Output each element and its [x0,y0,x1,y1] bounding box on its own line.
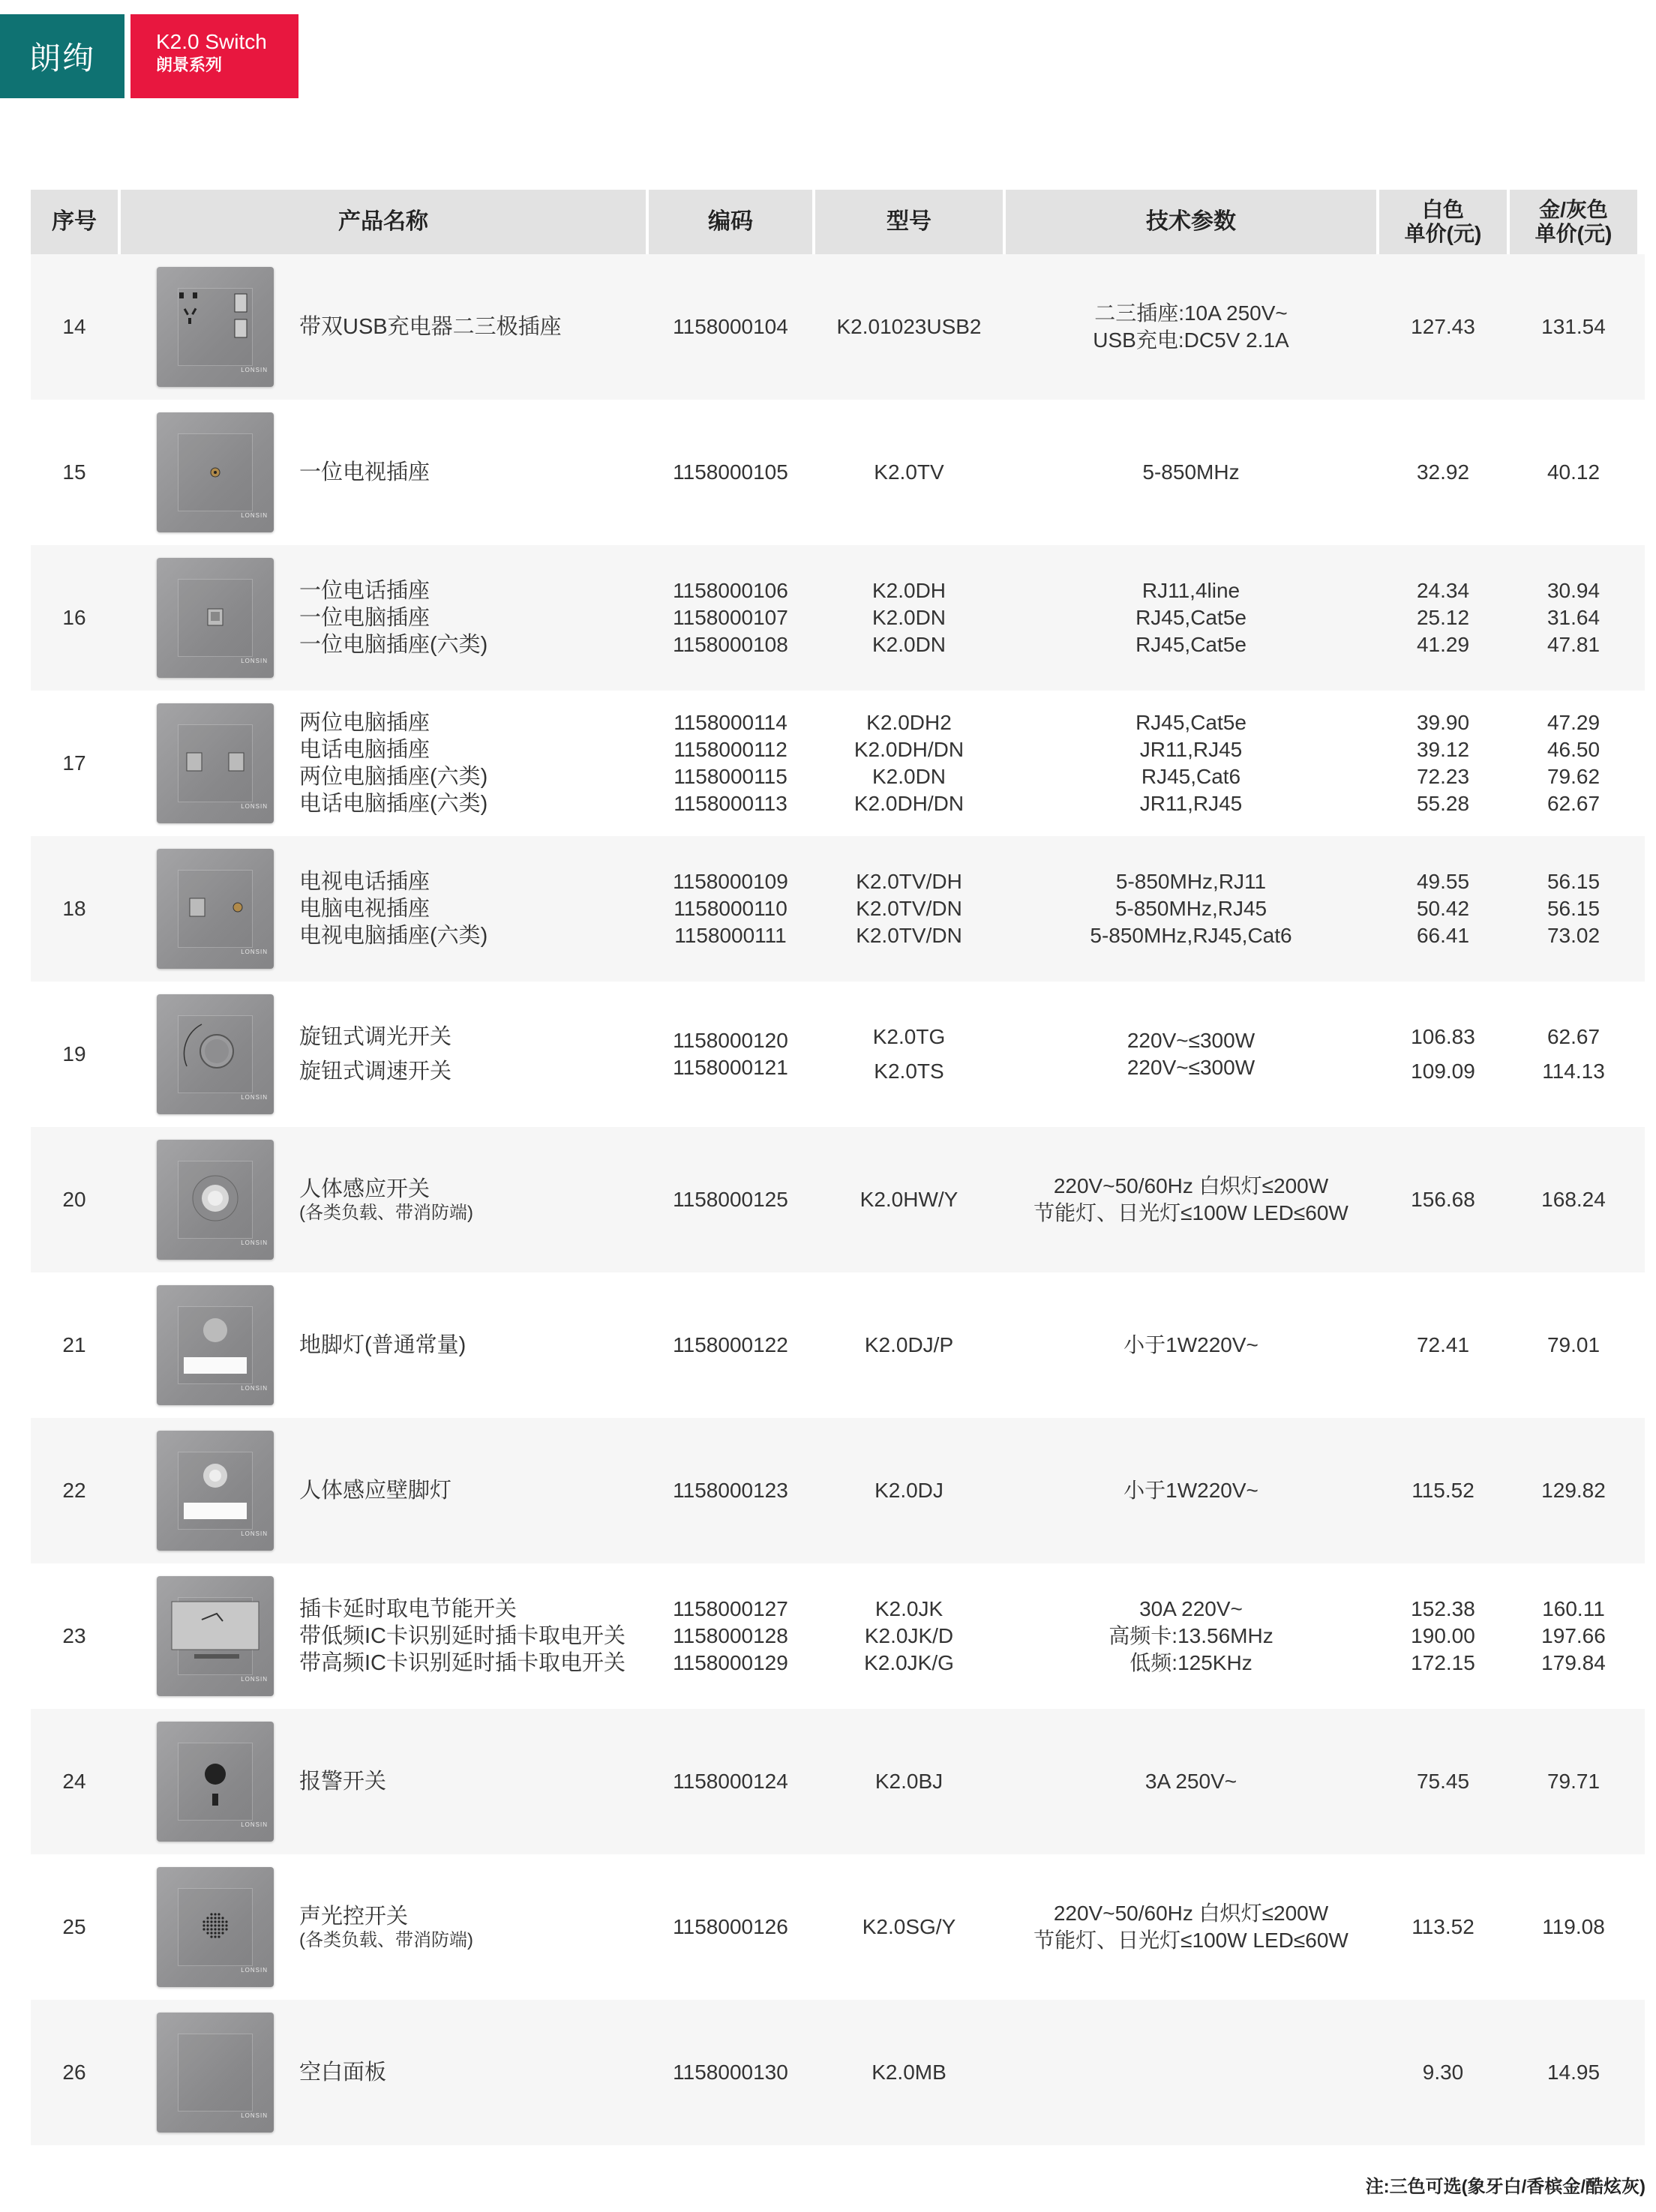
thumb-logo: LONSIN [241,658,268,664]
tech-specs: 30A 220V~ 高频卡:13.56MHz 低频:125KHz [1108,1597,1274,1674]
product-codes-cell [649,1709,812,1854]
white-price-cell [1379,691,1507,836]
table-row [31,1709,1645,1854]
product-name-cell [121,1563,646,1709]
white-price-cell [1379,1418,1507,1563]
product-codes-cell [649,254,812,400]
gold-grey-price: 131.54 [1541,315,1606,338]
product-name-cell [121,254,646,400]
white-price: 49.55 50.42 66.41 [1416,870,1470,947]
tech-specs-cell [1006,836,1376,982]
row-number: 26 [62,2061,86,2084]
tech-specs: RJ45,Cat5e JR11,RJ45 RJ45,Cat6 JR11,RJ45 [1136,711,1246,815]
table-row [31,1418,1645,1563]
row-number: 14 [62,315,86,338]
gold-grey-price-cell [1510,2000,1637,2145]
product-codes-cell [649,545,812,691]
usb-socket-thumb [157,267,274,387]
col-white-price: 白色 单价(元) [1379,190,1507,254]
tv-socket-thumb [157,412,274,532]
product-models: K2.0JK K2.0JK/D K2.0JK/G [864,1597,954,1674]
product-codes-cell [649,1127,812,1272]
table-row [31,2000,1645,2145]
tech-specs: 220V~50/60Hz 白炽灯≤200W 节能灯、日光灯≤100W LED≤60W [1034,1174,1348,1224]
product-name-cell [121,1418,646,1563]
product-names: 电视电话插座 电脑电视插座 电视电脑插座(六类) [299,870,488,948]
product-name-cell [121,1272,646,1418]
product-names: 旋钮式调光开关 旋钮式调速开关 [299,1025,452,1084]
product-names: 人体感应壁脚灯 [299,1479,452,1503]
product-names: 地脚灯(普通常量) [299,1333,466,1357]
product-models-cell [815,982,1003,1127]
table-row [31,982,1645,1127]
tech-specs-cell [1006,545,1376,691]
white-price: 9.30 [1422,2061,1464,2084]
gold-grey-price: 62.67 114.13 [1542,1025,1605,1083]
thumb-logo: LONSIN [241,1530,268,1537]
product-models-cell [815,545,1003,691]
tech-specs: 小于1W220V~ [1124,1333,1258,1356]
gold-grey-price-cell [1510,1127,1637,1272]
tech-specs-cell [1006,400,1376,545]
tech-specs-cell [1006,691,1376,836]
product-name-cell [121,836,646,982]
white-price-cell [1379,836,1507,982]
product-models-cell [815,400,1003,545]
product-models: K2.0MB [872,2061,946,2084]
gold-grey-price-cell [1510,691,1637,836]
tech-specs-cell [1006,2000,1376,2145]
white-price: 156.68 [1411,1188,1475,1211]
white-price-cell [1379,1563,1507,1709]
product-codes: 1158000106 1158000107 1158000108 [673,579,788,656]
product-models-cell [815,691,1003,836]
product-codes: 1158000127 1158000128 1158000129 [673,1597,788,1674]
row-number: 24 [62,1770,86,1793]
product-codes: 1158000124 [673,1770,788,1793]
row-number: 21 [62,1333,86,1356]
tech-specs-cell [1006,254,1376,400]
floor-light-thumb [157,1285,274,1405]
series-label [130,14,298,98]
tech-specs: RJ11,4line RJ45,Cat5e RJ45,Cat5e [1136,579,1246,656]
col-code: 编码 [649,190,812,254]
tech-specs-cell [1006,1563,1376,1709]
white-price-cell [1379,1127,1507,1272]
white-price: 113.52 [1412,1915,1474,1938]
product-codes-cell [649,1854,812,2000]
product-models-cell [815,2000,1003,2145]
col-model: 型号 [815,190,1003,254]
product-names: 报警开关 [299,1770,387,1794]
gold-grey-price-cell [1510,545,1637,691]
col-spec: 技术参数 [1006,190,1376,254]
tech-specs: 220V~≤300W 220V~≤300W [1126,1029,1256,1079]
sound-light-switch-thumb [157,1867,274,1987]
thumb-logo: LONSIN [241,1821,268,1828]
product-codes-cell [649,836,812,982]
product-models-cell [815,1563,1003,1709]
product-models: K2.0HW/Y [860,1188,958,1211]
table-row [31,1854,1645,2000]
product-models: K2.01023USB2 [836,315,982,338]
product-models: K2.0DH2 K2.0DH/DN K2.0DN K2.0DH/DN [854,711,964,815]
tech-specs: 小于1W220V~ [1124,1479,1258,1502]
tech-specs: 二三插座:10A 250V~ USB充电:DC5V 2.1A [1093,301,1289,352]
series-subtitle: 朗景系列 [156,55,223,74]
product-codes-cell [649,982,812,1127]
tech-specs: 220V~50/60Hz 白炽灯≤200W 节能灯、日光灯≤100W LED≤60W [1034,1902,1348,1952]
table-row [31,1563,1645,1709]
white-price-cell [1379,1854,1507,2000]
table-row [31,545,1645,691]
product-names: 空白面板 [299,2061,387,2085]
product-name-cell [121,1127,646,1272]
series-title: K2.0 Switch [156,30,267,53]
alarm-switch-thumb [157,1722,274,1842]
thumb-logo: LONSIN [241,2112,268,2119]
product-names: 一位电视插座 [299,460,430,484]
thumb-logo: LONSIN [241,949,268,955]
gold-grey-price: 79.01 [1546,1333,1600,1356]
product-name-cell [121,982,646,1127]
product-codes: 1158000114 1158000112 1158000115 1158000113 [674,711,788,815]
col-no: 序号 [31,190,118,254]
dual-data-socket-thumb [157,703,274,823]
dimmer-thumb [157,994,274,1114]
product-models: K2.0DH K2.0DN K2.0DN [872,579,946,656]
white-price: 32.92 [1416,460,1470,484]
product-name-cell [121,1854,646,2000]
product-codes: 1158000122 [673,1333,788,1356]
product-codes-cell [649,2000,812,2145]
product-names: 带双USB充电器二三极插座 [299,315,562,339]
motion-sensor-thumb [157,1140,274,1260]
row-number: 16 [62,606,86,629]
row-number: 25 [62,1915,86,1938]
tech-specs: 5-850MHz,RJ11 5-850MHz,RJ45 5-850MHz,RJ45,Cat6 [1090,870,1292,947]
tech-specs-cell [1006,1127,1376,1272]
table-row [31,1127,1645,1272]
thumb-logo: LONSIN [241,512,268,519]
white-price: 127.43 [1411,315,1475,338]
white-price-cell [1379,1709,1507,1854]
product-name-cell [121,1709,646,1854]
product-models: K2.0SG/Y [862,1915,956,1938]
product-models: K2.0BJ [874,1770,944,1793]
white-price: 39.90 39.12 72.23 55.28 [1416,711,1470,815]
row-number: 17 [62,751,86,775]
product-codes: 1158000120 1158000121 [673,1029,788,1079]
white-price: 72.41 [1416,1333,1470,1356]
data-socket-thumb [157,558,274,678]
tech-specs-cell [1006,982,1376,1127]
product-models-cell [815,836,1003,982]
thumb-logo: LONSIN [241,803,268,810]
sensor-floor-light-thumb [157,1431,274,1551]
row-number: 23 [62,1624,86,1647]
tech-specs-cell [1006,1418,1376,1563]
table-row [31,1272,1645,1418]
gold-grey-price: 14.95 [1546,2061,1600,2084]
tech-specs: 5-850MHz [1142,460,1240,484]
tech-specs-cell [1006,1709,1376,1854]
gold-grey-price-cell [1510,836,1637,982]
product-name-cell [121,400,646,545]
gold-grey-price: 47.29 46.50 79.62 62.67 [1546,711,1600,815]
white-price-cell [1379,254,1507,400]
table-row [31,254,1645,400]
product-models: K2.0TV [874,460,944,484]
product-models-cell [815,254,1003,400]
footnote: 注:三色可选(象牙白/香槟金/酷炫灰) [1365,2177,1646,2197]
gold-grey-price: 160.11 197.66 179.84 [1541,1597,1606,1674]
product-models-cell [815,1127,1003,1272]
row-number: 15 [62,460,86,484]
product-codes: 1158000109 1158000110 1158000111 [673,870,788,947]
table-row [31,691,1645,836]
product-name-cell [121,2000,646,2145]
product-models-cell [815,1272,1003,1418]
table-body [31,254,1645,2145]
product-name-cell [121,691,646,836]
product-models-cell [815,1854,1003,2000]
white-price: 106.83 109.09 [1411,1025,1475,1083]
white-price-cell [1379,1272,1507,1418]
gold-grey-price: 119.08 [1542,1915,1605,1938]
product-models: K2.0DJ/P [864,1333,954,1356]
product-codes: 1158000104 [673,315,788,338]
gold-grey-price: 56.15 56.15 73.02 [1546,870,1600,947]
product-codes: 1158000105 [673,460,788,484]
white-price-cell [1379,982,1507,1127]
tech-specs-cell [1006,1854,1376,2000]
gold-grey-price-cell [1510,254,1637,400]
white-price-cell [1379,400,1507,545]
tv-data-socket-thumb [157,849,274,969]
table-row [31,400,1645,545]
white-price: 75.45 [1416,1770,1470,1793]
product-names: 两位电脑插座 电话电脑插座 两位电脑插座(六类) 电话电脑插座(六类) [299,711,488,816]
product-codes-cell [649,691,812,836]
white-price: 24.34 25.12 41.29 [1416,579,1470,656]
price-table [31,190,1645,2145]
row-number: 20 [62,1188,86,1211]
thumb-logo: LONSIN [241,1967,268,1974]
product-codes: 1158000123 [673,1479,788,1502]
product-models-cell [815,1418,1003,1563]
thumb-logo: LONSIN [241,367,268,373]
product-models: K2.0TG K2.0TS [872,1025,946,1083]
gold-grey-price: 40.12 [1546,460,1600,484]
product-codes: 1158000126 [673,1915,788,1938]
gold-grey-price-cell [1510,400,1637,545]
table-header [31,190,1645,254]
col-name: 产品名称 [121,190,646,254]
product-name-cell [121,545,646,691]
gold-grey-price-cell [1510,1418,1637,1563]
product-names: 插卡延时取电节能开关 带低频IC卡识别延时插卡取电开关 带高频IC卡识别延时插卡取电开关 [299,1597,626,1675]
brand-label: 朗绚 [0,14,124,98]
card-switch-thumb [157,1576,274,1696]
white-price: 152.38 190.00 172.15 [1411,1597,1475,1674]
gold-grey-price: 79.71 [1546,1770,1600,1793]
row-number: 18 [62,897,86,920]
gold-grey-price-cell [1510,1709,1637,1854]
white-price: 115.52 [1412,1479,1474,1502]
gold-grey-price-cell [1510,1563,1637,1709]
thumb-logo: LONSIN [241,1676,268,1683]
thumb-logo: LONSIN [241,1385,268,1392]
product-names: 声光控开关 (各类负载、带消防端) [299,1905,473,1950]
blank-panel-thumb [157,2013,274,2133]
thumb-logo: LONSIN [241,1094,268,1101]
row-number: 19 [62,1042,86,1066]
gold-grey-price: 129.82 [1541,1479,1606,1502]
product-codes-cell [649,1418,812,1563]
tech-specs: 3A 250V~ [1144,1770,1238,1793]
table-row [31,836,1645,982]
product-names: 一位电话插座 一位电脑插座 一位电脑插座(六类) [299,579,488,657]
product-models: K2.0TV/DH K2.0TV/DN K2.0TV/DN [856,870,962,947]
gold-grey-price-cell [1510,1854,1637,2000]
product-names: 人体感应开关 (各类负载、带消防端) [299,1177,473,1223]
row-number: 22 [62,1479,86,1502]
thumb-logo: LONSIN [241,1239,268,1246]
product-codes-cell [649,400,812,545]
product-codes: 1158000130 [673,2061,788,2084]
gold-grey-price-cell [1510,982,1637,1127]
product-codes-cell [649,1272,812,1418]
white-price-cell [1379,2000,1507,2145]
gold-grey-price: 30.94 31.64 47.81 [1546,579,1600,656]
white-price-cell [1379,545,1507,691]
product-models: K2.0DJ [874,1479,944,1502]
col-gold-price: 金/灰色 单价(元) [1510,190,1637,254]
tech-specs-cell [1006,1272,1376,1418]
gold-grey-price-cell [1510,1272,1637,1418]
product-codes-cell [649,1563,812,1709]
product-codes: 1158000125 [673,1188,788,1211]
product-models-cell [815,1709,1003,1854]
gold-grey-price: 168.24 [1541,1188,1606,1211]
